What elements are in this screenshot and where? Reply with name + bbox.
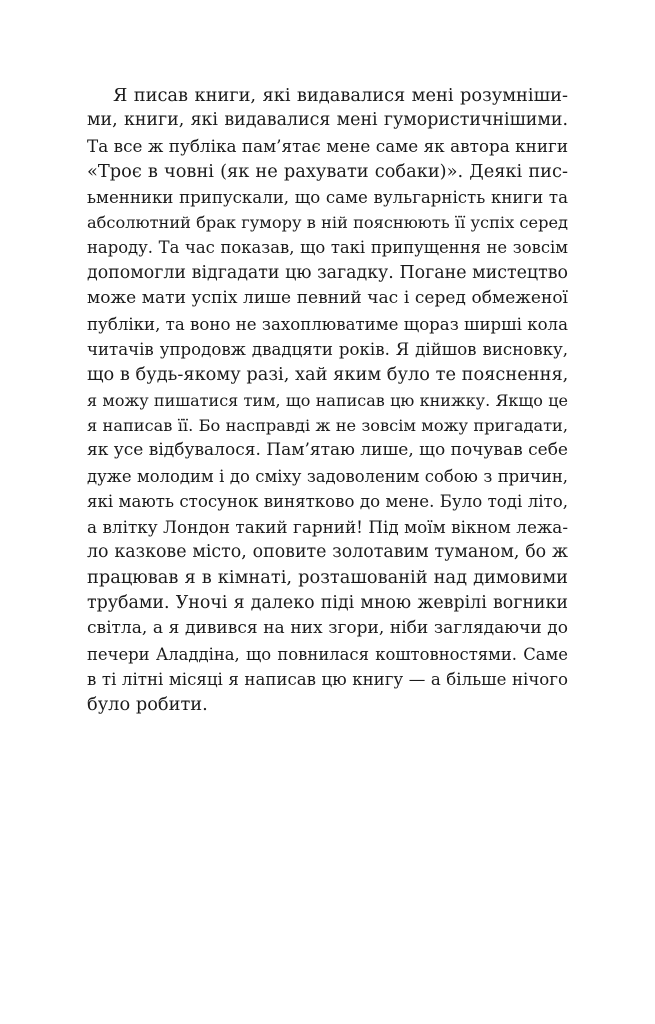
text-line: публіки, та воно не захоплюватиме щораз ширші кола — [87, 314, 568, 334]
text-line: ьменники припускали, що саме вульгарність книги та — [87, 187, 568, 207]
text-line: було робити. — [87, 694, 208, 716]
text-line: які мають стосунок винятково до мене. Було тоді літо, — [87, 492, 568, 512]
text-line: народу. Та час показав, що такі припущення не зовсім — [87, 238, 568, 258]
text-line: трубами. Уночі я далеко піді мною жеврілі вогники — [87, 592, 568, 613]
text-line: Та все ж публіка пам’ятає мене саме як автора книги — [87, 135, 568, 156]
text-line: абсолютний брак гумору в ній пояснюють її успіх серед — [87, 212, 568, 232]
text-line: Я писав книги, які видавалися мені розумніши- — [113, 85, 568, 106]
text-line: світла, а я дивився на них згори, ніби заглядаючи до — [87, 618, 568, 639]
text-line: ми, книги, які видавалися мені гумористичнішими. — [87, 110, 568, 131]
text-line: я написав її. Бо насправді ж не зовсім можу пригадати, — [87, 416, 568, 436]
text-line: що в будь-якому разі, хай яким було те пояснення, — [87, 364, 569, 386]
text-line: працював я в кімнаті, розташованій над димовими — [87, 567, 568, 589]
body-paragraph — [87, 83, 568, 718]
text-line: я можу пишатися тим, що написав цю книжку. Якщо це — [87, 390, 568, 410]
text-line: в ті літні місяці я написав цю книгу — а більше нічого — [87, 669, 568, 689]
text-line: читачів упродовж двадцяти років. Я дійшов висновку, — [87, 339, 568, 359]
text-line: ло казкове місто, оповите золотавим туманом, бо ж — [87, 542, 568, 563]
text-line: а влітку Лондон такий гарний! Під моїм вікном лежа- — [87, 516, 568, 537]
text-line: дуже молодим і до сміху задоволеним собою з причин, — [87, 466, 568, 486]
text-line: «Троє в човні (як не рахувати собаки)». Деякі пис- — [87, 161, 568, 183]
text-line: печери Аладдіна, що повнилася коштовностями. Саме — [87, 644, 568, 664]
text-line: може мати успіх лише певний час і серед обмеженої — [87, 288, 568, 309]
text-line: як усе відбувалося. Пам’ятаю лише, що почував себе — [87, 440, 568, 461]
text-line: допомогли відгадати цю загадку. Погане мистецтво — [87, 262, 568, 283]
